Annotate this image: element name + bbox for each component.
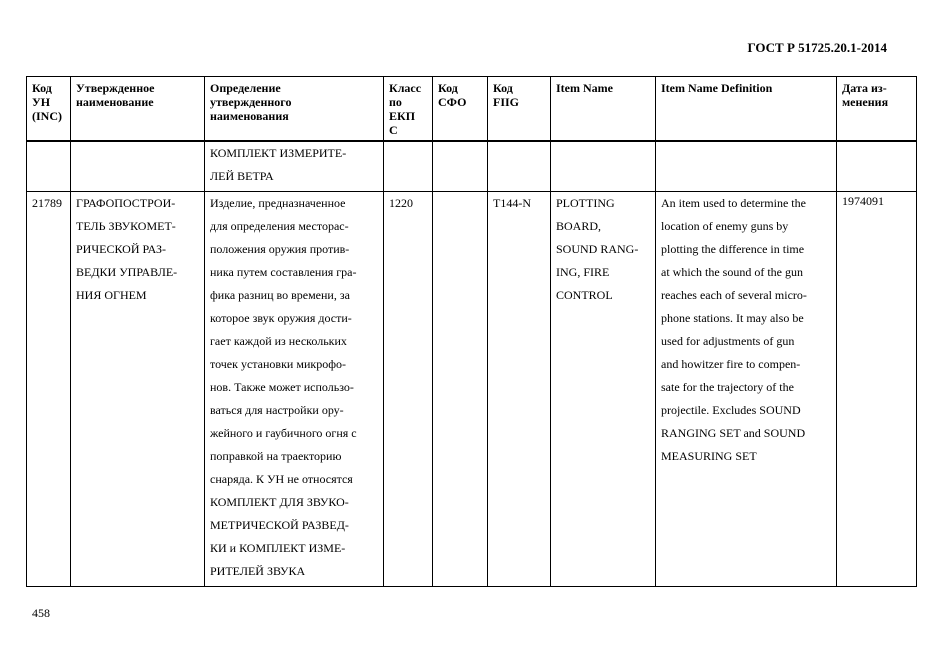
col-header-fiig: Код FIIG <box>488 77 551 141</box>
cell-inc: 21789 <box>27 191 71 586</box>
cell-class <box>384 141 433 192</box>
standard-number: ГОСТ Р 51725.20.1-2014 <box>747 40 887 55</box>
col-header-item-definition: Item Name Definition <box>656 77 837 141</box>
cell-definition: КОМПЛЕКТ ИЗМЕРИТЕ- ЛЕЙ ВЕТРА <box>205 141 384 192</box>
table-header-row <box>27 77 917 141</box>
cell-fiig <box>488 141 551 192</box>
cell-approved-name <box>71 141 205 192</box>
col-header-sfo: Код СФО <box>433 77 488 141</box>
cell-sfo <box>433 141 488 192</box>
col-header-inc: Код УН (INC) <box>27 77 71 141</box>
cell-item-definition: An item used to determine the location of enemy guns by plotting the difference in time at which the sound of the gun reaches each of several micro- phone stations. It may also be used for adjustments of gun and howitzer fire to compen- sate for the trajectory of the projectile. Excludes SOUND RANGING SET and SOUND MEASURING SET <box>656 191 837 586</box>
col-header-class: Класс по ЕКП С <box>384 77 433 141</box>
page-number: 458 <box>32 606 50 620</box>
cell-inc <box>27 141 71 192</box>
col-header-approved-name: Утвержденное наименование <box>71 77 205 141</box>
cell-change-date: 1974091 <box>837 191 917 586</box>
col-header-item-name: Item Name <box>551 77 656 141</box>
col-header-definition: Определение утвержденного наименования <box>205 77 384 141</box>
cell-fiig: T144-N <box>488 191 551 586</box>
catalog-table <box>26 76 917 587</box>
cell-class: 1220 <box>384 191 433 586</box>
cell-item-definition <box>656 141 837 192</box>
table-row <box>27 191 917 586</box>
table-row-continuation <box>27 141 917 192</box>
cell-change-date <box>837 141 917 192</box>
cell-approved-name: ГРАФОПОСТРОИ- ТЕЛЬ ЗВУКОМЕТ- РИЧЕСКОЙ РАЗ- ВЕДКИ УПРАВЛЕ- НИЯ ОГНЕМ <box>71 191 205 586</box>
cell-sfo <box>433 191 488 586</box>
cell-item-name <box>551 141 656 192</box>
cell-item-name: PLOTTING BOARD, SOUND RANG- ING, FIRE CONTROL <box>551 191 656 586</box>
col-header-change-date: Дата из- менения <box>837 77 917 141</box>
cell-definition: Изделие, предназначенное для определения месторас- положения оружия против- ника путем составления гра- фика разниц во времени, за которое звук оружия дости- гает каждой из нескольких точек установки микрофо- нов. Также может использо- ваться для настройки ору- жейного и гаубичного огня с поправкой на траекторию снаряда. К УН не относятся КОМПЛЕКТ ДЛЯ ЗВУКО- МЕТРИЧЕСКОЙ РАЗВЕД- КИ и КОМПЛЕКТ ИЗМЕ- РИТЕЛЕЙ ЗВУКА <box>205 191 384 586</box>
